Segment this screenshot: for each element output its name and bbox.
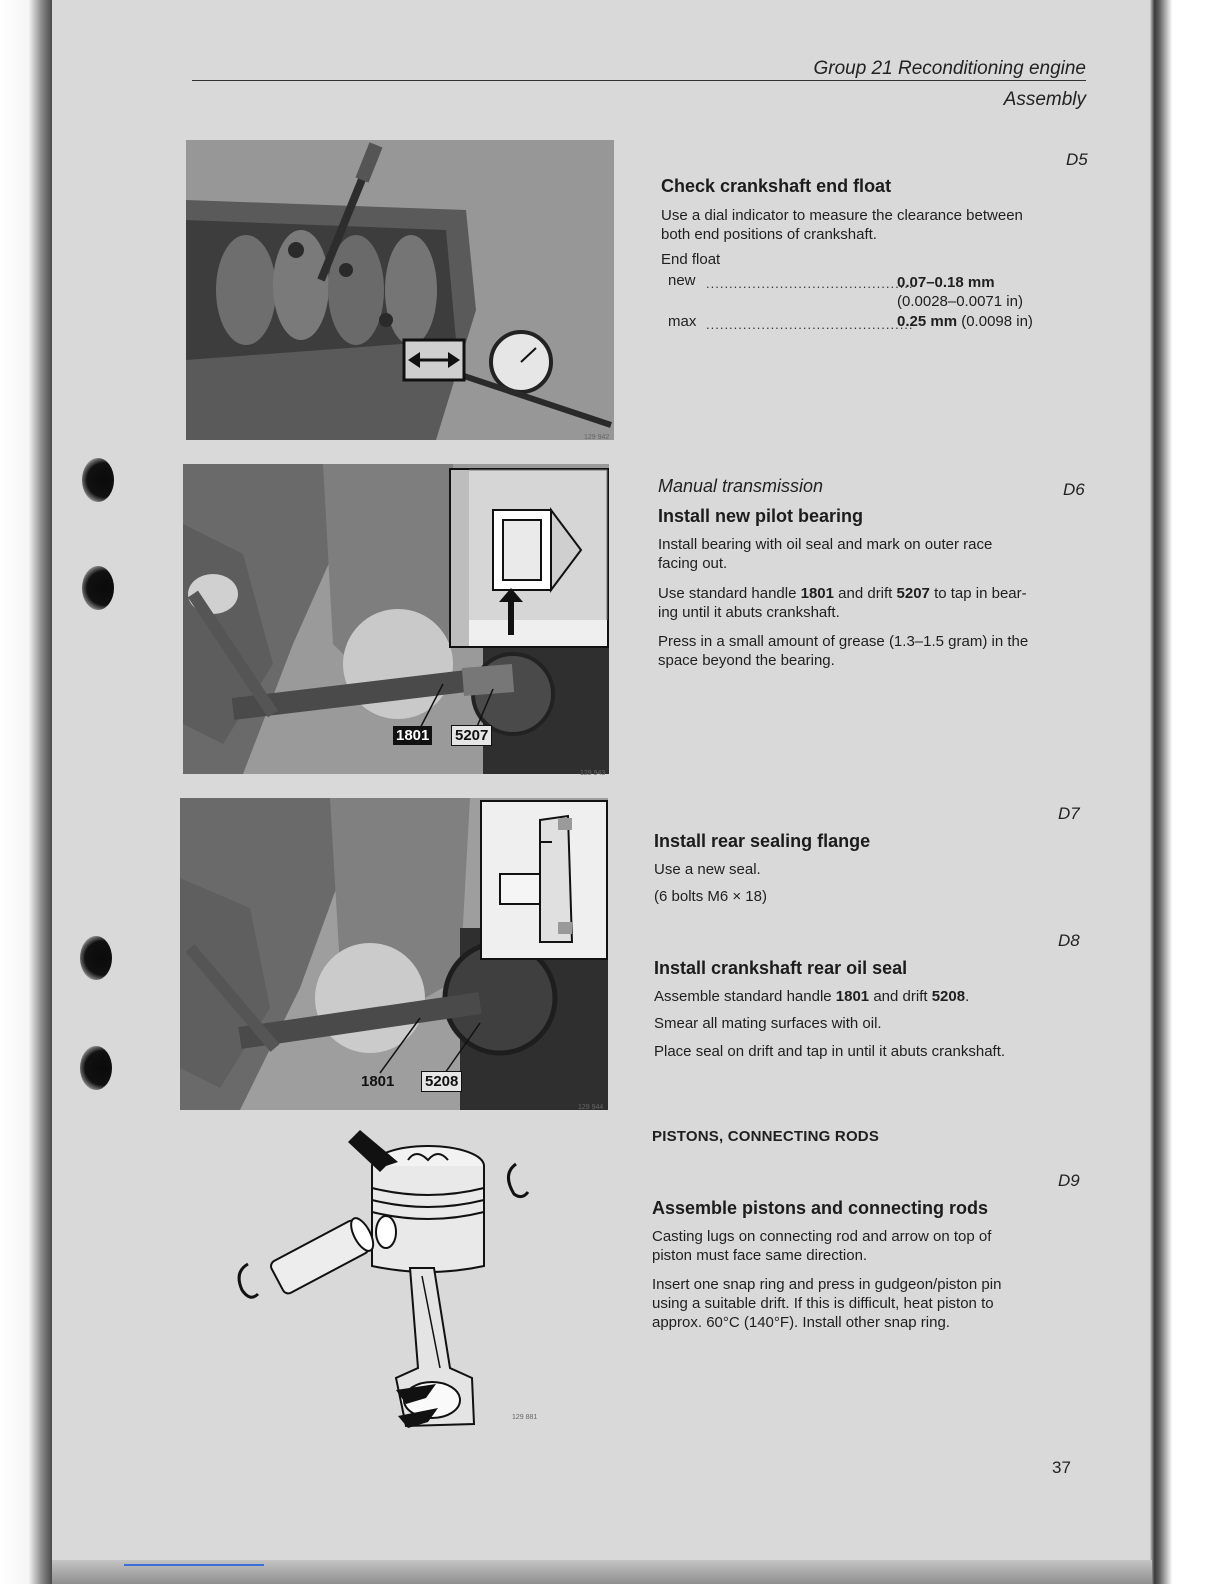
leader-dots: ............................................. xyxy=(706,317,914,332)
text-line: ing until it abuts crankshaft. xyxy=(658,604,840,621)
section-heading: PISTONS, CONNECTING RODS xyxy=(652,1128,880,1145)
text-line: Use a dial indicator to measure the clearance between xyxy=(661,207,1023,224)
text-run: and drift xyxy=(833,585,897,602)
callout-handle-1801: 1801 xyxy=(361,1073,395,1090)
callout-drift-5208: 5208 xyxy=(421,1071,462,1092)
text-run: and drift xyxy=(869,988,932,1005)
callout-drift-5207: 5207 xyxy=(451,725,492,746)
procedure-text: Place seal on drift and tap in until it abuts crankshaft. xyxy=(654,1043,1006,1060)
procedure-text: Use a new seal. xyxy=(654,861,761,878)
spec-new-value-in: (0.0028–0.0071 in) xyxy=(897,293,1023,310)
procedure-code: D5 xyxy=(1066,150,1088,169)
figure-number: 129 942 xyxy=(584,434,610,441)
text-run: Assemble standard handle xyxy=(654,988,836,1005)
text-run: . xyxy=(965,988,970,1005)
punch-hole xyxy=(82,566,114,610)
figure-pilot-bearing-install xyxy=(183,464,609,774)
text-run: Use standard handle xyxy=(658,585,801,602)
procedure-code: D6 xyxy=(1063,480,1085,499)
tool-number: 1801 xyxy=(835,988,870,1005)
figure-crankshaft-dial-indicator xyxy=(186,140,614,440)
spec-max-value-in: (0.0098 in) xyxy=(961,313,1033,330)
text-line: both end positions of crankshaft. xyxy=(661,226,877,243)
figure-number: 129 944 xyxy=(578,1104,604,1111)
procedure-code: D9 xyxy=(1058,1171,1080,1190)
text-line: Insert one snap ring and press in gudgeon/piston pin xyxy=(652,1276,1002,1293)
text-line: Casting lugs on connecting rod and arrow on top of xyxy=(652,1228,992,1245)
procedure-code: D7 xyxy=(1058,804,1080,823)
scan-bottom-edge xyxy=(52,1560,1152,1584)
scan-right-edge xyxy=(1150,0,1224,1584)
procedure-title: Check crankshaft end float xyxy=(661,176,892,196)
tool-number: 5208 xyxy=(931,988,966,1005)
punch-hole xyxy=(80,1046,112,1090)
procedure-text xyxy=(658,632,1028,670)
procedure-text: (6 bolts M6 × 18) xyxy=(654,888,767,905)
tool-number: 1801 xyxy=(800,585,834,602)
spec-max-value: 0.25 mm xyxy=(897,313,958,330)
text-run: to tap in bear- xyxy=(929,585,1027,602)
procedure-text xyxy=(658,584,1027,622)
header-rule xyxy=(192,80,1086,81)
text-line: approx. 60°C (140°F). Install other snap ring. xyxy=(652,1314,950,1331)
procedure-title: Install new pilot bearing xyxy=(658,506,864,526)
procedure-title: Assemble pistons and connecting rods xyxy=(652,1198,989,1218)
spec-new-label: new xyxy=(668,272,696,289)
punch-hole xyxy=(82,458,114,502)
scan-left-edge xyxy=(0,0,52,1584)
procedure-text xyxy=(661,206,1023,244)
page-header-section: Assembly xyxy=(1003,89,1086,110)
figure-number: 129 881 xyxy=(512,1414,538,1421)
procedure-text: Smear all mating surfaces with oil. xyxy=(654,1015,882,1032)
text-line: piston must face same direction. xyxy=(652,1247,868,1264)
figure-rear-seal-install xyxy=(180,798,608,1110)
figure-number: 129 943 xyxy=(580,770,606,777)
spec-max xyxy=(897,313,1033,330)
inset-bearing-detail xyxy=(449,468,609,648)
text-line: facing out. xyxy=(658,555,728,572)
procedure-code: D8 xyxy=(1058,931,1080,950)
text-line: using a suitable drift. If this is difficult, heat piston to xyxy=(652,1295,994,1312)
page-header-group: Group 21 Reconditioning engine xyxy=(813,58,1086,79)
punch-hole xyxy=(80,936,112,980)
text-line xyxy=(658,584,1027,603)
figure-piston-assembly xyxy=(220,1128,560,1438)
spec-new-value: 0.07–0.18 mm xyxy=(897,274,995,291)
page-number: 37 xyxy=(1052,1458,1071,1477)
spec-max-label: max xyxy=(668,313,697,330)
section-subheading: Manual transmission xyxy=(658,476,824,496)
procedure-title: Install rear sealing flange xyxy=(654,831,871,851)
scan-blue-line xyxy=(124,1564,264,1566)
text-line: Install bearing with oil seal and mark on outer race xyxy=(658,536,993,553)
procedure-title: Install crankshaft rear oil seal xyxy=(654,958,908,978)
leader-dots: ............................................. xyxy=(706,276,914,291)
text-line: Press in a small amount of grease (1.3–1.5 gram) in the xyxy=(658,633,1029,650)
inset-flange-detail xyxy=(480,800,608,960)
procedure-text xyxy=(658,535,992,573)
procedure-text xyxy=(652,1275,1001,1332)
procedure-text xyxy=(652,1227,991,1265)
spec-label: End float xyxy=(661,251,721,268)
callout-handle-1801: 1801 xyxy=(393,726,432,745)
procedure-text xyxy=(654,987,969,1006)
text-line: space beyond the bearing. xyxy=(658,652,835,669)
tool-number: 5207 xyxy=(896,585,930,602)
